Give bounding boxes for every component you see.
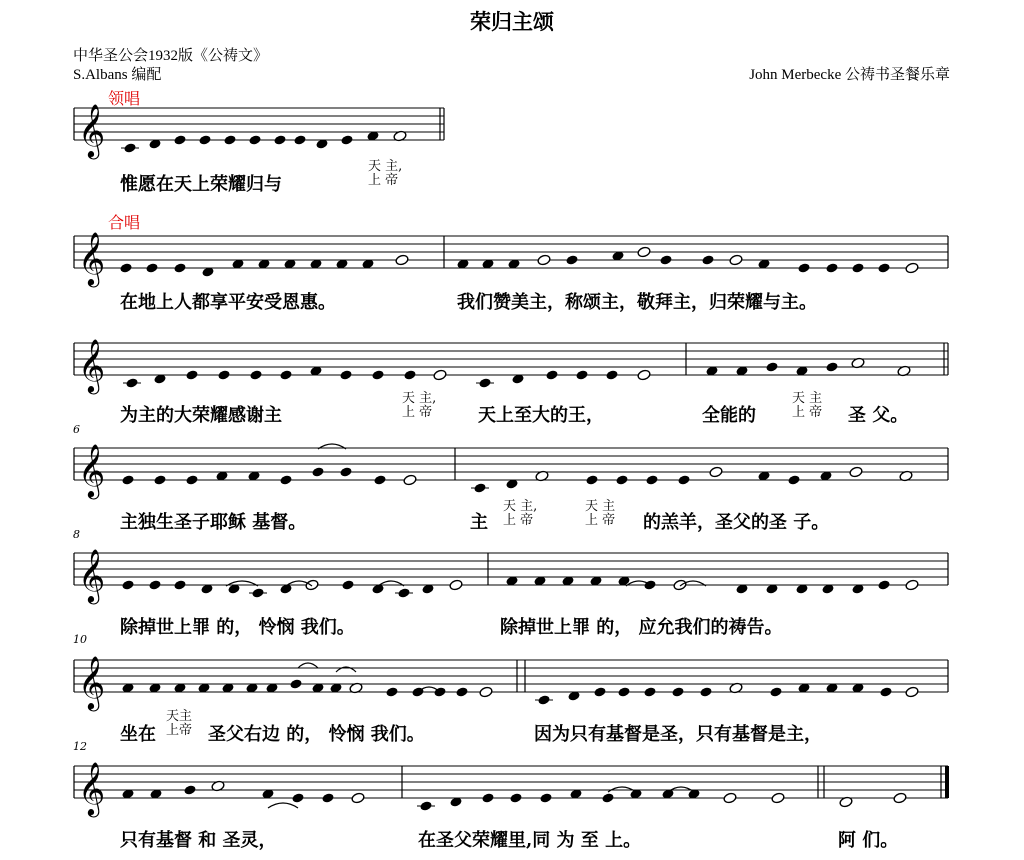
- lyric-stack: 天 主 上 帝: [585, 499, 616, 528]
- slur: [298, 663, 318, 668]
- half-note: [673, 579, 687, 591]
- note-head: [185, 369, 198, 380]
- half-note: [479, 686, 493, 698]
- note-head: [509, 792, 522, 803]
- lyric-line-2a: 在地上人都享平安受恩惠。: [120, 292, 336, 313]
- measure-number: 10: [73, 633, 87, 646]
- half-note: [305, 579, 319, 591]
- note-head: [341, 579, 354, 590]
- note-head: [123, 142, 136, 153]
- treble-clef-icon: 𝄞: [78, 655, 106, 709]
- half-note: [351, 792, 365, 804]
- note-head: [787, 474, 800, 485]
- lyric-line-6b: 圣父右边 的， 怜悯 我们。: [208, 724, 425, 745]
- note-head: [217, 369, 230, 380]
- half-note: [729, 254, 743, 266]
- note-head: [119, 262, 132, 273]
- lyric-stack: 天 主 上 帝: [792, 391, 823, 420]
- note-head: [371, 369, 384, 380]
- note-head: [223, 134, 236, 145]
- note-head: [478, 377, 491, 388]
- note-head: [339, 466, 352, 477]
- half-note: [403, 474, 417, 486]
- note-head: [671, 686, 684, 697]
- note-head: [249, 369, 262, 380]
- note-head: [877, 579, 890, 590]
- final-barline: [945, 766, 949, 798]
- note-head: [293, 134, 306, 145]
- note-head: [321, 792, 334, 803]
- lyric-line-7a: 只有基督 和 圣灵，: [120, 830, 277, 851]
- note-head: [701, 254, 714, 265]
- note-head: [601, 792, 614, 803]
- note-head: [615, 474, 628, 485]
- note-head: [585, 474, 598, 485]
- note-head: [173, 262, 186, 273]
- note-head: [403, 369, 416, 380]
- note-head: [545, 369, 558, 380]
- lyric-stack: 天 主, 上 帝: [503, 499, 538, 528]
- note-head: [643, 686, 656, 697]
- lyric-line-6c: 因为只有基督是圣，只有基督是主，: [534, 724, 822, 745]
- choir-label: 合唱: [108, 213, 141, 232]
- lyric-line-3c: 全能的: [702, 405, 756, 426]
- note-head: [121, 579, 134, 590]
- lyric-line-1: 惟愿在天上荣耀归与: [120, 174, 282, 195]
- treble-clef-icon: 𝄞: [78, 548, 106, 602]
- note-head: [183, 784, 196, 795]
- note-head: [677, 474, 690, 485]
- note-head: [455, 686, 468, 697]
- note-head: [173, 579, 186, 590]
- half-note: [905, 262, 919, 274]
- note-head: [121, 474, 134, 485]
- half-note: [771, 792, 785, 804]
- note-head: [565, 254, 578, 265]
- note-head: [877, 262, 890, 273]
- note-head: [481, 792, 494, 803]
- note-head: [185, 474, 198, 485]
- half-note: [637, 369, 651, 381]
- note-head: [153, 474, 166, 485]
- lyric-line-5b: 除掉世上罪 的， 应允我们的祷告。: [500, 617, 783, 638]
- measure-number: 12: [73, 740, 87, 753]
- lyric-stack: 天 主, 上 帝: [402, 391, 437, 420]
- lyric-line-3a: 为主的大荣耀感谢主: [120, 405, 282, 426]
- source-text: 中华圣公会1932版《公祷文》: [73, 48, 269, 64]
- note-head: [248, 134, 261, 145]
- note-head: [289, 678, 302, 689]
- half-note: [433, 369, 447, 381]
- hymn-title: 荣归主颂: [470, 10, 554, 34]
- lyric-line-4b: 主: [470, 512, 488, 533]
- note-head: [397, 587, 410, 598]
- note-head: [879, 686, 892, 697]
- note-head: [851, 262, 864, 273]
- note-head: [273, 134, 286, 145]
- note-head: [279, 369, 292, 380]
- note-head: [198, 134, 211, 145]
- note-head: [291, 792, 304, 803]
- note-head: [125, 377, 138, 388]
- note-head: [539, 792, 552, 803]
- note-head: [419, 800, 432, 811]
- note-head: [699, 686, 712, 697]
- lyric-line-7c: 阿 们。: [838, 830, 899, 851]
- note-head: [537, 694, 550, 705]
- treble-clef-icon: 𝄞: [78, 231, 106, 285]
- note-head: [373, 474, 386, 485]
- lyric-line-6a: 坐在: [120, 724, 156, 745]
- lyric-stack: 天主 上帝: [166, 709, 193, 738]
- half-note: [723, 792, 737, 804]
- lyric-line-3b: 天上至大的王，: [478, 405, 604, 426]
- treble-clef-icon: 𝄞: [78, 103, 106, 157]
- treble-clef-icon: 𝄞: [78, 338, 106, 392]
- half-note: [893, 792, 907, 804]
- note-head: [173, 134, 186, 145]
- half-note: [905, 686, 919, 698]
- note-head: [148, 579, 161, 590]
- half-note: [537, 254, 551, 266]
- note-head: [575, 369, 588, 380]
- half-note: [709, 466, 723, 478]
- lyric-line-4c: 的羔羊，圣父的圣 子。: [643, 512, 830, 533]
- lyric-line-2b: 我们赞美主，称颂主，敬拜主，归荣耀与主。: [457, 292, 817, 313]
- half-note: [905, 579, 919, 591]
- note-head: [825, 361, 838, 372]
- half-note: [637, 246, 651, 258]
- lyric-line-5a: 除掉世上罪 的， 怜悯 我们。: [120, 617, 355, 638]
- half-note: [849, 466, 863, 478]
- note-head: [311, 466, 324, 477]
- note-head: [645, 474, 658, 485]
- measure-number: 8: [73, 528, 80, 541]
- note-head: [339, 369, 352, 380]
- lyric-line-4a: 主独生圣子耶稣 基督。: [120, 512, 307, 533]
- leader-label: 领唱: [108, 89, 141, 108]
- arranger-text: S.Albans 编配: [73, 67, 162, 83]
- lyric-line-7b: 在圣父荣耀里,同 为 至 上。: [418, 830, 642, 851]
- note-head: [279, 474, 292, 485]
- half-note: [395, 254, 409, 266]
- note-head: [765, 361, 778, 372]
- treble-clef-icon: 𝄞: [78, 443, 106, 497]
- lyric-stack: 天 主, 上 帝: [368, 159, 403, 188]
- note-head: [251, 587, 264, 598]
- measure-number: 6: [73, 423, 80, 436]
- note-head: [605, 369, 618, 380]
- note-head: [473, 482, 486, 493]
- note-head: [593, 686, 606, 697]
- note-head: [825, 262, 838, 273]
- note-head: [769, 686, 782, 697]
- note-head: [340, 134, 353, 145]
- slur: [268, 803, 298, 808]
- treble-clef-icon: 𝄞: [78, 761, 106, 815]
- note-head: [617, 686, 630, 697]
- half-note: [449, 579, 463, 591]
- note-head: [659, 254, 672, 265]
- note-head: [797, 262, 810, 273]
- composer-text: John Merbecke 公祷书圣餐乐章: [749, 67, 950, 83]
- lyric-line-3d: 圣 父。: [848, 405, 909, 426]
- note-head: [385, 686, 398, 697]
- note-head: [145, 262, 158, 273]
